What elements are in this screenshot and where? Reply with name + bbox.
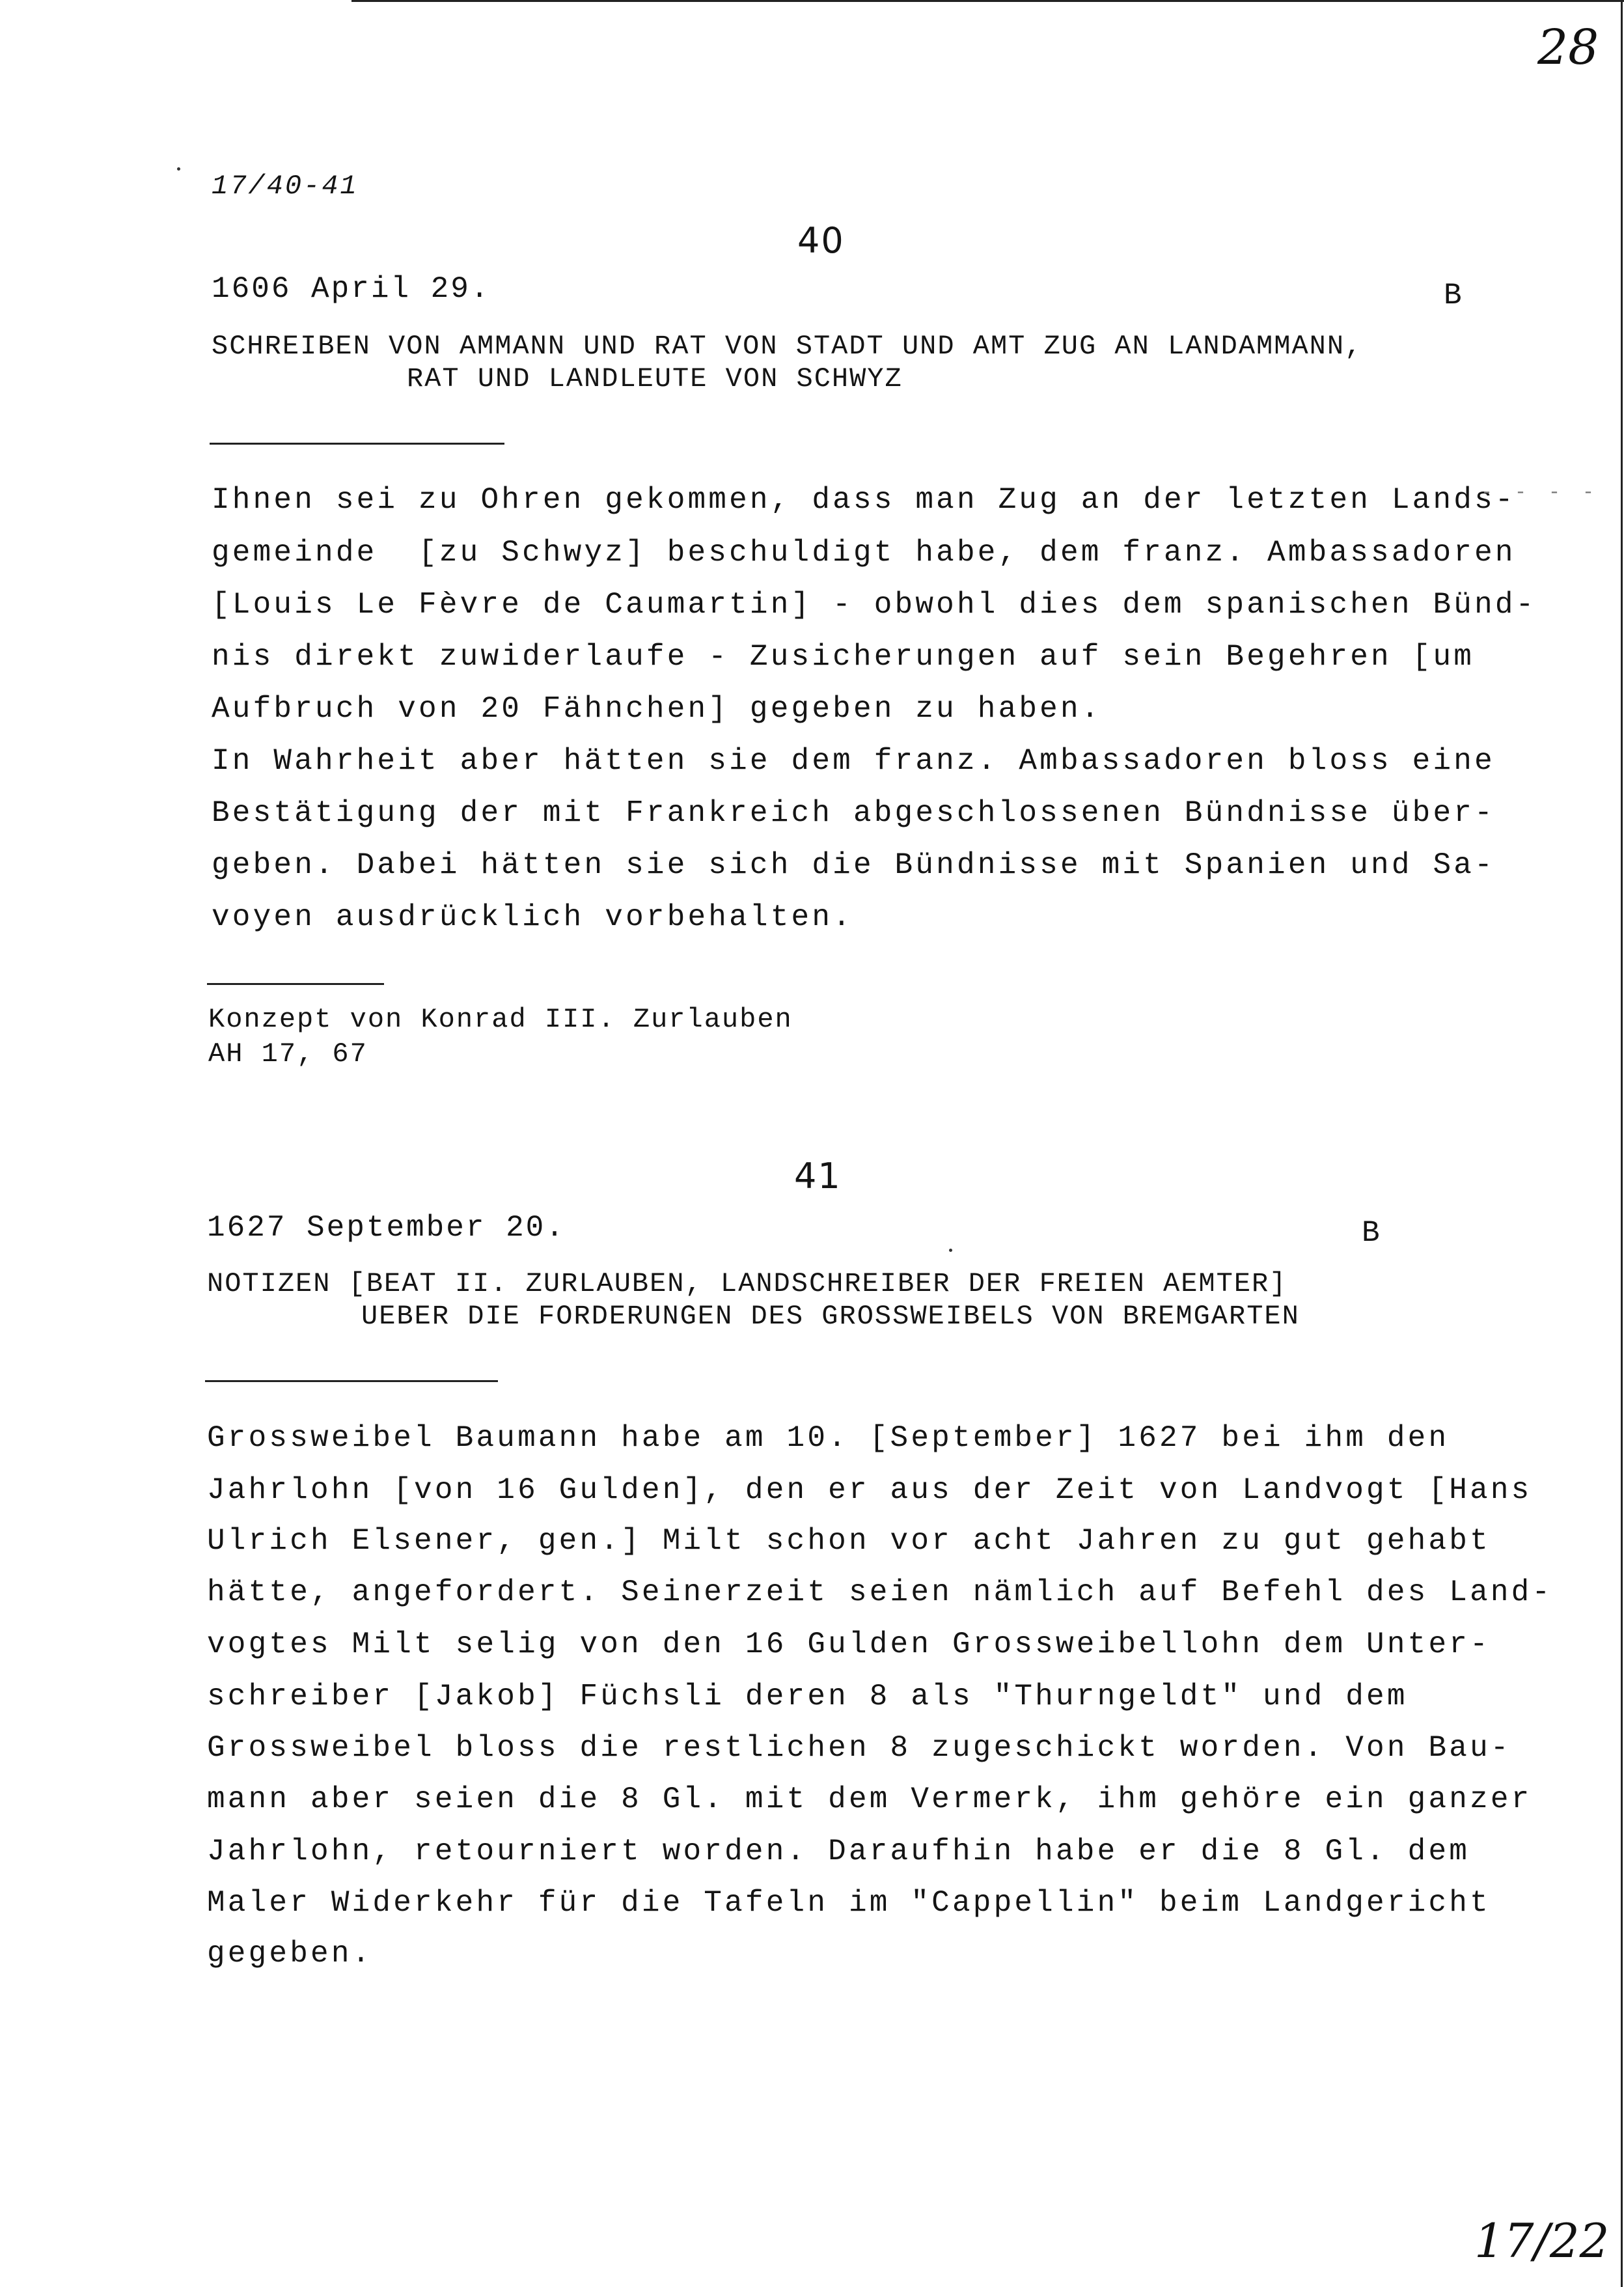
body-line: Grossweibel Baumann habe am 10. [September] 1627 bei ihm den — [207, 1421, 1450, 1455]
source-line: AH 17, 67 — [208, 1038, 368, 1070]
divider-rule — [210, 443, 504, 445]
body-line: Ulrich Elsener, gen.] Milt schon vor acht Jahren zu gut gehabt — [207, 1524, 1491, 1558]
page-top-edge — [351, 0, 1624, 2]
body-line: vogtes Milt selig von den 16 Gulden Grossweibellohn dem Unter- — [207, 1628, 1491, 1661]
speck — [177, 167, 180, 171]
body-line: Grossweibel bloss die restlichen 8 zugeschickt worden. Von Bau- — [207, 1731, 1511, 1765]
entry-date: 1606 April 29. — [212, 272, 491, 306]
body-line: Jahrlohn [von 16 Gulden], den er aus der Zeit von Landvogt [Hans — [207, 1473, 1532, 1507]
handwritten-archive-number: 17/22 — [1474, 2213, 1610, 2268]
body-line: geben. Dabei hätten sie sich die Bündnisse mit Spanien und Sa- — [212, 848, 1495, 882]
body-line: schreiber [Jakob] Füchsli deren 8 als "Thurngeldt" und dem — [207, 1680, 1408, 1713]
body-line: mann aber seien die 8 Gl. mit dem Vermerk, ihm gehöre ein ganzer — [207, 1782, 1532, 1816]
entry-title-line: RAT UND LANDLEUTE VON SCHWYZ — [407, 363, 903, 395]
body-line: voyen ausdrücklich vorbehalten. — [212, 900, 853, 934]
entry-number: 41 — [794, 1156, 842, 1197]
body-line: Aufbruch von 20 Fähnchen] gegeben zu haben. — [212, 692, 1102, 726]
entry-title-line: UEBER DIE FORDERUNGEN DES GROSSWEIBELS VON BREMGARTEN — [361, 1301, 1300, 1332]
entry-marker: B — [1362, 1216, 1382, 1250]
entry-marker: B — [1444, 279, 1464, 312]
handwritten-page-number: 28 — [1537, 20, 1599, 76]
entry-number: 40 — [797, 220, 845, 261]
body-line: gemeinde [zu Schwyz] beschuldigt habe, dem franz. Ambassadoren — [212, 536, 1516, 570]
margin-mark: - - - - — [1481, 482, 1600, 504]
source-line: Konzept von Konrad III. Zurlauben — [208, 1004, 793, 1035]
entry-date: 1627 September 20. — [207, 1211, 566, 1245]
page-right-edge — [1621, 0, 1623, 2287]
body-line: [Louis Le Fèvre de Caumartin] - obwohl dies dem spanischen Bünd- — [212, 588, 1537, 622]
body-line: nis direkt zuwiderlaufe - Zusicherungen auf sein Begehren [um — [212, 640, 1475, 674]
divider-rule — [207, 983, 384, 985]
body-line: In Wahrheit aber hätten sie dem franz. Ambassadoren bloss eine — [212, 744, 1495, 778]
body-line: hätte, angefordert. Seinerzeit seien nämlich auf Befehl des Land- — [207, 1575, 1553, 1609]
body-line: gegeben. — [207, 1937, 373, 1971]
body-line: Bestätigung der mit Frankreich abgeschlossenen Bündnisse über- — [212, 796, 1495, 830]
reference-number: 17/40-41 — [212, 171, 359, 202]
body-line: Jahrlohn, retourniert worden. Daraufhin habe er die 8 Gl. dem — [207, 1835, 1470, 1868]
entry-title-line: NOTIZEN [BEAT II. ZURLAUBEN, LANDSCHREIBER DER FREIEN AEMTER] — [207, 1268, 1287, 1299]
divider-rule — [205, 1380, 498, 1382]
body-line: Maler Widerkehr für die Tafeln im "Cappellin" beim Landgericht — [207, 1886, 1491, 1920]
entry-title-line: SCHREIBEN VON AMMANN UND RAT VON STADT UND AMT ZUG AN LANDAMMANN, — [212, 331, 1363, 362]
body-line: Ihnen sei zu Ohren gekommen, dass man Zug an der letzten Lands- — [212, 483, 1516, 517]
speck — [949, 1249, 952, 1252]
